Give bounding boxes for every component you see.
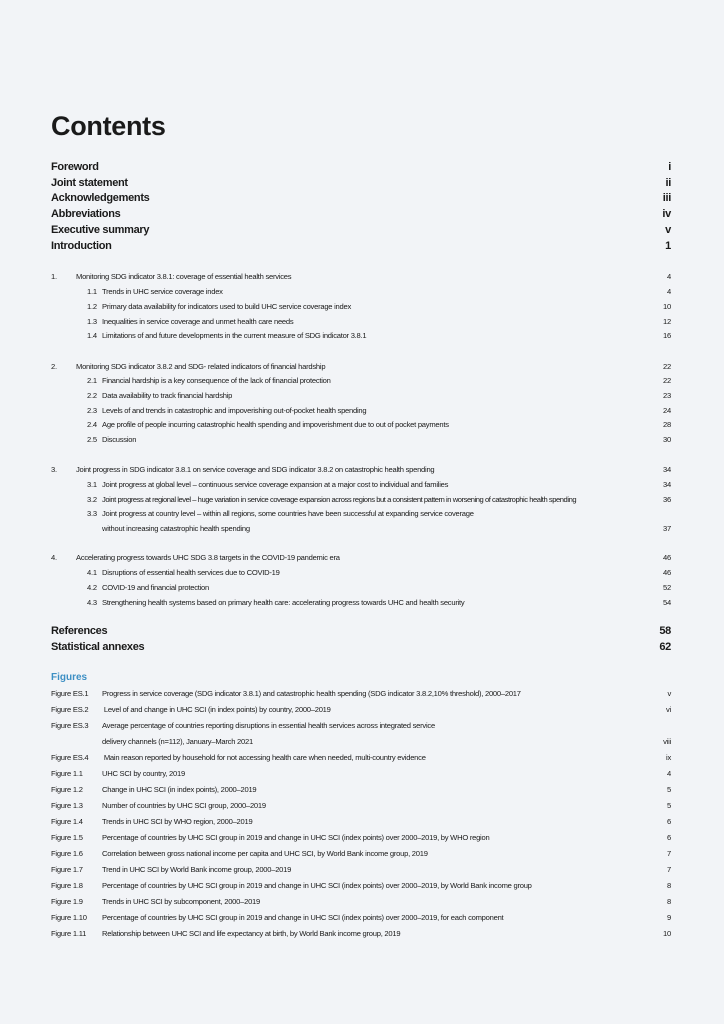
figure-entry-es4[interactable]: Figure ES.4 Main reason reported by household for not accessing health care when needed, multi-country evidence ix bbox=[51, 753, 671, 762]
toc-entry-abbreviations[interactable]: Abbreviations iv bbox=[51, 208, 671, 220]
toc-entry-acknowledgements[interactable]: Acknowledgements iii bbox=[51, 192, 671, 204]
figure-entry-1-7[interactable]: Figure 1.7 Trend in UHC SCI by World Bank income group, 2000–2019 7 bbox=[51, 865, 671, 874]
toc-entry-joint-statement[interactable]: Joint statement ii bbox=[51, 177, 671, 189]
toc-chapter-2[interactable]: 2. Monitoring SDG indicator 3.8.2 and SDG- related indicators of financial hardship 22 bbox=[51, 362, 671, 371]
figure-entry-1-1[interactable]: Figure 1.1 UHC SCI by country, 2019 4 bbox=[51, 769, 671, 778]
toc-section-2-5[interactable]: 2.5 Discussion 30 bbox=[87, 435, 671, 444]
toc-section-3-2[interactable]: 3.2 Joint progress at regional level – huge variation in service coverage expansion across regions but a consistent pattern in worsening of catastrophic health spending 36 bbox=[87, 495, 671, 504]
figure-entry-1-10[interactable]: Figure 1.10 Percentage of countries by UHC SCI group in 2019 and change in UHC SCI (index points) over 2000–2019, for each component 9 bbox=[51, 913, 671, 922]
toc-entry-references[interactable]: References 58 bbox=[51, 625, 671, 637]
toc-section-1-3[interactable]: 1.3 Inequalities in service coverage and unmet health care needs 12 bbox=[87, 317, 671, 326]
toc-entry-foreword[interactable]: Foreword i bbox=[51, 161, 671, 173]
toc-entry-statistical-annexes[interactable]: Statistical annexes 62 bbox=[51, 641, 671, 653]
figure-entry-es3-continued[interactable]: delivery channels (n=112), January–March 2021 viii bbox=[102, 737, 671, 746]
toc-entry-executive-summary[interactable]: Executive summary v bbox=[51, 224, 671, 236]
toc-chapter-3[interactable]: 3. Joint progress in SDG indicator 3.8.1 on service coverage and SDG indicator 3.8.2 on catastrophic health spending 34 bbox=[51, 465, 671, 474]
figure-entry-1-5[interactable]: Figure 1.5 Percentage of countries by UHC SCI group in 2019 and change in UHC SCI (index points) over 2000–2019, by WHO region 6 bbox=[51, 833, 671, 842]
toc-section-3-3[interactable]: 3.3 Joint progress at country level – within all regions, some countries have been successful at expanding service coverage bbox=[87, 509, 474, 518]
toc-entry-introduction[interactable]: Introduction 1 bbox=[51, 240, 671, 252]
figure-entry-es3[interactable]: Figure ES.3 Average percentage of countries reporting disruptions in essential health services across integrated service bbox=[51, 721, 435, 730]
figure-entry-1-11[interactable]: Figure 1.11 Relationship between UHC SCI and life expectancy at birth, by World Bank income group, 2019 10 bbox=[51, 929, 671, 938]
toc-section-1-4[interactable]: 1.4 Limitations of and future developments in the current measure of SDG indicator 3.8.1 16 bbox=[87, 331, 671, 340]
toc-section-2-1[interactable]: 2.1 Financial hardship is a key consequence of the lack of financial protection 22 bbox=[87, 376, 671, 385]
figure-entry-1-8[interactable]: Figure 1.8 Percentage of countries by UHC SCI group in 2019 and change in UHC SCI (index points) over 2000–2019, by World Bank income group 8 bbox=[51, 881, 671, 890]
toc-section-1-2[interactable]: 1.2 Primary data availability for indicators used to build UHC service coverage index 10 bbox=[87, 302, 671, 311]
toc-section-4-2[interactable]: 4.2 COVID-19 and financial protection 52 bbox=[87, 583, 671, 592]
figure-entry-es2[interactable]: Figure ES.2 Level of and change in UHC SCI (in index points) by country, 2000–2019 vi bbox=[51, 705, 671, 714]
toc-chapter-1[interactable]: 1. Monitoring SDG indicator 3.8.1: coverage of essential health services 4 bbox=[51, 272, 671, 281]
toc-section-2-4[interactable]: 2.4 Age profile of people incurring catastrophic health spending and impoverishment due to out of pocket payments 28 bbox=[87, 420, 671, 429]
figures-heading: Figures bbox=[51, 672, 88, 683]
toc-section-2-3[interactable]: 2.3 Levels of and trends in catastrophic and impoverishing out-of-pocket health spending 24 bbox=[87, 406, 671, 415]
figure-entry-es1[interactable]: Figure ES.1 Progress in service coverage (SDG indicator 3.8.1) and catastrophic health spending (SDG indicator 3.8.2,10% threshold), 2000–2017 v bbox=[51, 689, 671, 698]
figure-entry-1-2[interactable]: Figure 1.2 Change in UHC SCI (in index points), 2000–2019 5 bbox=[51, 785, 671, 794]
figure-entry-1-6[interactable]: Figure 1.6 Correlation between gross national income per capita and UHC SCI, by World Bank income group, 2019 7 bbox=[51, 849, 671, 858]
toc-section-2-2[interactable]: 2.2 Data availability to track financial hardship 23 bbox=[87, 391, 671, 400]
figure-entry-1-3[interactable]: Figure 1.3 Number of countries by UHC SCI group, 2000–2019 5 bbox=[51, 801, 671, 810]
toc-section-3-1[interactable]: 3.1 Joint progress at global level – continuous service coverage expansion at a major cost to individual and families 34 bbox=[87, 480, 671, 489]
toc-chapter-4[interactable]: 4. Accelerating progress towards UHC SDG 3.8 targets in the COVID-19 pandemic era 46 bbox=[51, 553, 671, 562]
toc-section-4-1[interactable]: 4.1 Disruptions of essential health services due to COVID-19 46 bbox=[87, 568, 671, 577]
toc-section-4-3[interactable]: 4.3 Strengthening health systems based on primary health care: accelerating progress towards UHC and health security 54 bbox=[87, 598, 671, 607]
figure-entry-1-9[interactable]: Figure 1.9 Trends in UHC SCI by subcomponent, 2000–2019 8 bbox=[51, 897, 671, 906]
toc-section-3-3-continued[interactable]: without increasing catastrophic health spending 37 bbox=[102, 524, 671, 533]
page-title: Contents bbox=[51, 111, 166, 141]
figure-entry-1-4[interactable]: Figure 1.4 Trends in UHC SCI by WHO region, 2000–2019 6 bbox=[51, 817, 671, 826]
toc-section-1-1[interactable]: 1.1 Trends in UHC service coverage index 4 bbox=[87, 287, 671, 296]
